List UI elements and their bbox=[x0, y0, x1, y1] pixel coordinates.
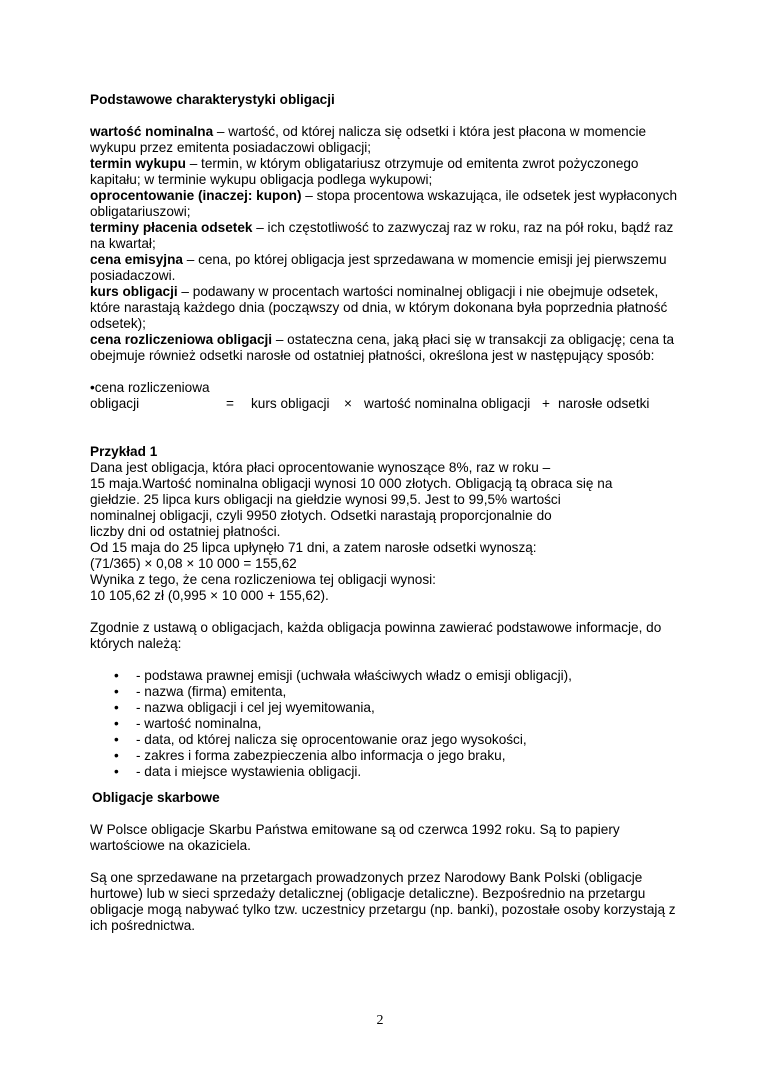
bullet: • bbox=[114, 716, 119, 731]
list-item: • - data i miejsce wystawienia obligacji. bbox=[114, 764, 362, 779]
example-line: Wynika z tego, że cena rozliczeniowa tej obligacji wynosi: bbox=[90, 572, 436, 587]
treasury-section-title: Obligacje skarbowe bbox=[92, 790, 220, 805]
list-item: • - nazwa obligacji i cel jej wyemitowania, bbox=[114, 700, 375, 715]
definition-item bbox=[90, 156, 680, 188]
list-item: • - data, od której nalicza się oprocentowanie oraz jego wysokości, bbox=[114, 732, 527, 747]
definition-term: cena rozliczeniowa obligacji bbox=[90, 332, 273, 347]
bullet: • bbox=[114, 732, 119, 747]
required-info-list bbox=[90, 668, 680, 780]
definition-text: – cena, po której obligacja jest sprzedawana w momencie emisji jej pierwszemu posiadaczowi. bbox=[90, 252, 667, 283]
settlement-price-formula bbox=[90, 380, 680, 412]
page-number: 2 bbox=[376, 1013, 384, 1028]
definition-text: – podawany w procentach wartości nominalnej obligacji i nie obejmuje odsetek, które narastają każdego dnia (począwszy od dnia, w którym dokonana była poprzednia płatność odsetek); bbox=[90, 284, 668, 331]
definition-item bbox=[90, 124, 680, 156]
example-line: nominalnej obligacji, czyli 9950 złotych. Odsetki narastają proporcjonalnie do bbox=[90, 508, 552, 523]
section-title: Podstawowe charakterystyki obligacji bbox=[90, 92, 335, 107]
formula-term-nominal: wartość nominalna obligacji bbox=[364, 396, 531, 411]
definition-text: – ich częstotliwość to zazwyczaj raz w roku, raz na pół roku, bądź raz na kwartał; bbox=[90, 220, 674, 251]
bullet: • bbox=[114, 668, 119, 683]
example-line: liczby dni od ostatniej płatności. bbox=[90, 524, 281, 539]
definition-term: oprocentowanie (inaczej: kupon) bbox=[90, 188, 302, 203]
law-intro: Zgodnie z ustawą o obligacjach, każda obligacja powinna zawierać podstawowe informacje, do których należą: bbox=[90, 620, 662, 651]
example-line: giełdzie. 25 lipca kurs obligacji na giełdzie wynosi 99,5. Jest to 99,5% wartości bbox=[90, 492, 561, 507]
definition-text: – ostateczna cena, jaką płaci się w transakcji za obligację; cena ta obejmuje również odsetki narosłe od ostatniej płatności, określona jest w następujący sposób: bbox=[90, 332, 675, 363]
definition-term: terminy płacenia odsetek bbox=[90, 220, 253, 235]
bullet: • bbox=[114, 764, 119, 779]
definition-term: termin wykupu bbox=[90, 156, 186, 171]
definition-text: – stopa procentowa wskazująca, ile odsetek jest wypłaconych obligatariuszowi; bbox=[90, 188, 678, 219]
definition-term: kurs obligacji bbox=[90, 284, 178, 299]
definition-text: – termin, w którym obligatariusz otrzymuje od emitenta zwrot pożyczonego kapitału; w terminie wykupu obligacja podlega wykupowi; bbox=[90, 156, 639, 187]
definition-term: wartość nominalna bbox=[90, 124, 214, 139]
list-item: • - wartość nominalna, bbox=[114, 716, 262, 731]
page-content bbox=[90, 92, 680, 934]
example-title: Przykład 1 bbox=[90, 444, 158, 459]
formula-multiply: × bbox=[344, 396, 352, 411]
formula-plus: + bbox=[542, 396, 550, 411]
definition-term: cena emisyjna bbox=[90, 252, 183, 267]
list-item: • - podstawa prawnej emisji (uchwała właściwych władz o emisji obligacji), bbox=[114, 668, 572, 683]
definitions-list bbox=[90, 124, 680, 364]
definition-item bbox=[90, 284, 680, 332]
example-line: (71/365) × 0,08 × 10 000 = 155,62 bbox=[90, 556, 297, 571]
example-line: 10 105,62 zł (0,995 × 10 000 + 155,62). bbox=[90, 588, 329, 603]
definition-text: – wartość, od której nalicza się odsetki i która jest płacona w momencie wykupu przez emitenta posiadaczowi obligacji; bbox=[90, 124, 647, 155]
formula-term-interest: narosłe odsetki bbox=[558, 396, 650, 411]
bullet: • bbox=[114, 748, 119, 763]
formula-lhs-line2: obligacji bbox=[90, 396, 140, 411]
definition-item bbox=[90, 188, 680, 220]
example-line: Dana jest obligacja, która płaci oprocentowanie wynoszące 8%, raz w roku – bbox=[90, 460, 551, 475]
bullet: • bbox=[114, 700, 119, 715]
treasury-paragraph-1: W Polsce obligacje Skarbu Państwa emitowane są od czerwca 1992 roku. Są to papiery wartościowe na okaziciela. bbox=[90, 822, 620, 853]
formula-term-rate: kurs obligacji bbox=[251, 396, 330, 411]
treasury-paragraph-2: Są one sprzedawane na przetargach prowadzonych przez Narodowy Bank Polski (obligacje hurtowe) lub w sieci sprzedaży detalicznej (obligacje detaliczne). Bezpośrednio na przetargu obligacje mogą nabywać tylko tzw. uczestnicy przetargu (np. banki), pozostałe osoby korzystają z ich pośrednictwa. bbox=[90, 870, 676, 933]
definition-item bbox=[90, 252, 680, 284]
list-item: • - zakres i forma zabezpieczenia albo informacja o jego braku, bbox=[114, 748, 506, 763]
formula-lhs-line1: •cena rozliczeniowa bbox=[90, 380, 210, 395]
definition-item bbox=[90, 220, 680, 252]
definition-item bbox=[90, 332, 680, 364]
list-item: • - nazwa (firma) emitenta, bbox=[114, 684, 287, 699]
example-block bbox=[90, 444, 680, 604]
formula-equals: = bbox=[226, 396, 234, 411]
example-line: Od 15 maja do 25 lipca upłynęło 71 dni, a zatem narosłe odsetki wynoszą: bbox=[90, 540, 537, 555]
bullet: • bbox=[114, 684, 119, 699]
example-line: 15 maja.Wartość nominalna obligacji wynosi 10 000 złotych. Obligacją tą obraca się na bbox=[90, 476, 613, 491]
